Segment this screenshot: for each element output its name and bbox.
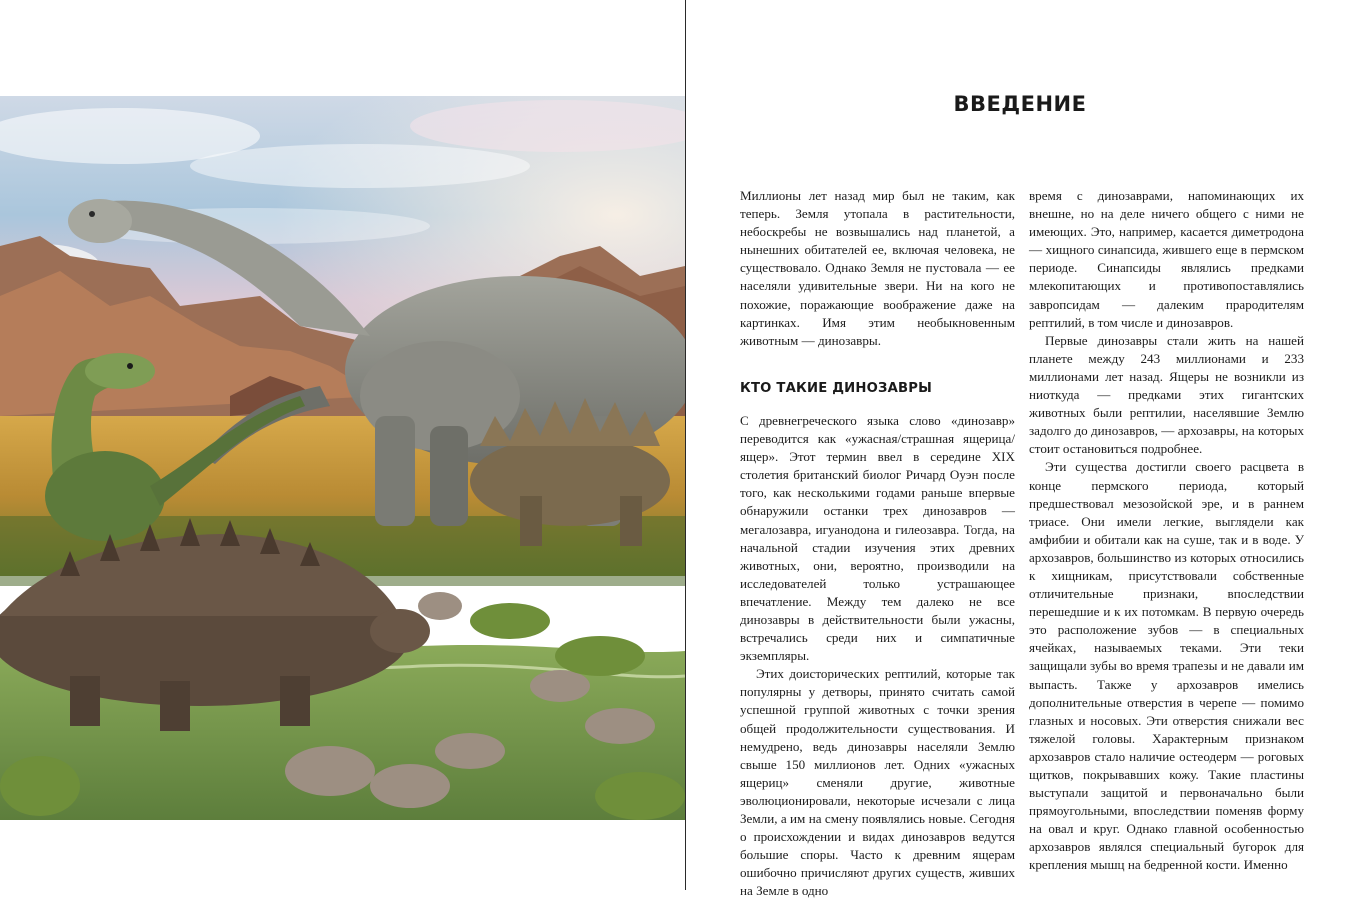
right-page xyxy=(686,0,1370,899)
chapter-title: ВВЕДЕНИЕ xyxy=(953,92,1087,116)
left-page xyxy=(0,0,685,890)
text-column-left xyxy=(740,187,1015,900)
body-paragraph: время с динозаврами, напоминающих их внешне, но на деле ничего общего с ними не имеющих. Это, например, касается диметродона — хищного синапсида, жившего еще в пермском периоде. Синапсиды являлись предками млекопитающих и противопоставлялись завропсидам — далеким прародителям рептилий, в том числе и динозавров. xyxy=(1029,188,1304,330)
body-paragraph: Первые динозавры стали жить на нашей планете между 243 миллионами и 233 миллионами лет назад. Ящеры не возникли из ниоткуда — предками этих гигантских животных были рептилии, населявшие Землю задолго до динозавров, — архозавры, на которых стоит остановиться подробнее. xyxy=(1029,332,1304,457)
dinosaur-illustration xyxy=(0,96,685,820)
body-paragraph: Эти существа достигли своего расцвета в конце пермского периода, который предшествовал мезозойской эре, и в раннем триасе. Они имели легкие, выглядели как амфибии и обитали как на суше, так и в воде. У архозавров, большинство из которых относились к хищникам, присутствовали собственные отличительные признаки, впоследствии перешедшие и к их потомкам. В первую очередь это расположение зубов — в специальных ячейках, называемых теками. Эти теки защищали зубы во время трапезы и не давали им выпасть. Также у архозавров имелись дополнительные отверстия в черепе — помимо глазных и носовых. Эти отверстия снижали вес тяжелой головы. Характерным признаком архозавров стало наличие остеодерм — роговых щитков, покрывавших кожу. Такие пластины выступали защитой и первоначально были прямоугольными, впоследствии поменяв форму на овал и круг. Однако главной особенностью архозавров являлся специальный бугорок для крепления мышц на бедренной кости. Именно xyxy=(1029,459,1304,873)
text-column-right xyxy=(1029,187,1304,875)
body-paragraph: С древнегреческого языка слово «динозавр» переводится как «ужасная/страшная ящерица/ящер». Этот термин ввел в середине XIX столетия британский биолог Ричард Оуэн после того, как несколькими годами раньше впервые обнаружили останки трех динозавров — мегалозавра, игуанодона и гилеозавра. Тогда, на начальной стадии изучения этих древних животных, они, вероятно, производили на исследователей только устрашающее впечатление. Между тем далеко не все динозавры в действительности были ужасны, встречались среди них и симпатичные экземпляры. xyxy=(740,412,1015,664)
section-heading: КТО ТАКИЕ ДИНОЗАВРЫ xyxy=(740,380,932,396)
body-paragraph: Этих доисторических рептилий, которые так популярны у детворы, принято считать самой успешной группой животных с точки зрения общей продолжительности существования. И немудрено, ведь динозавры населяли Землю свыше 150 миллионов лет. Одних «ужасных ящериц» сменяли другие, животные эволюционировали, некоторые исчезали с лица Земли, а им на смену появлялись новые. Сегодня о происхождении и видах динозавров ведутся большие споры. Часто к древним ящерам ошибочно причисляют других существ, живших на Земле в одно xyxy=(740,666,1015,899)
intro-paragraph: Миллионы лет назад мир был не таким, как теперь. Земля утопала в растительности, небоскребы не возвышались над планетой, а нынешних обитателей ее, включая человека, не существовало. Однако Земля не пустовала — ее населяли удивительные звери. Ни на кого не похожие, поражающие воображение даже на картинках. Имя этим необыкновенным животным — динозавры. xyxy=(740,188,1015,348)
